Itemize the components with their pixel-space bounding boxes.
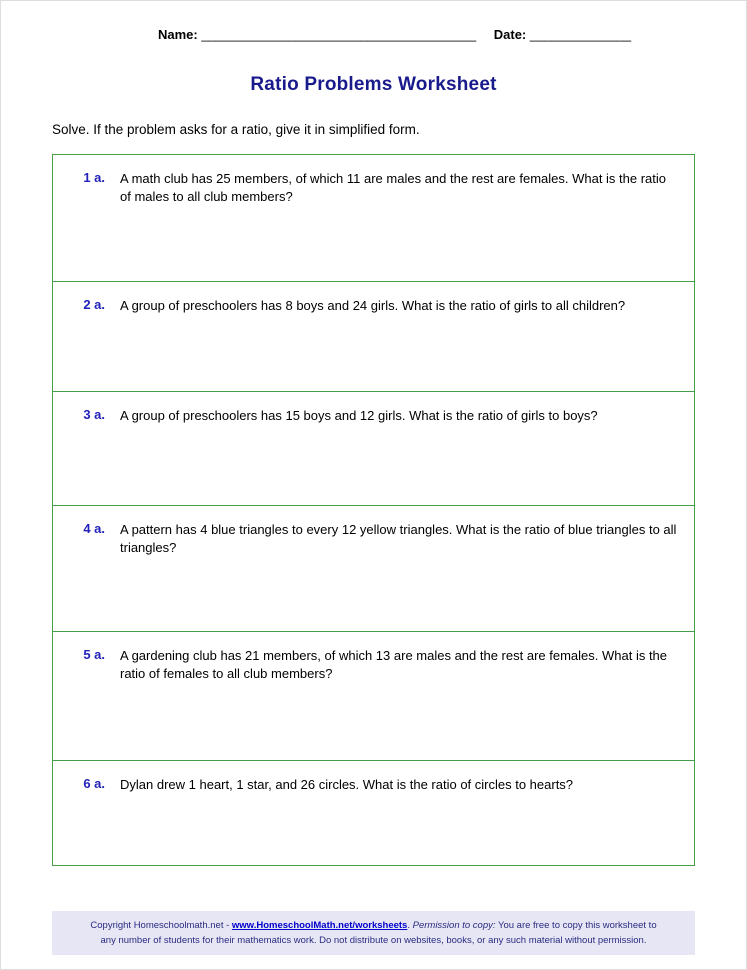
problem-text: A pattern has 4 blue triangles to every 12 yellow triangles. What is the ratio of blue triangles to all triangles? — [120, 522, 677, 556]
problem-text: A group of preschoolers has 15 boys and 12 girls. What is the ratio of girls to boys? — [120, 408, 598, 423]
copyright-after-link: . — [407, 920, 413, 931]
problem-text: A gardening club has 21 members, of which 13 are males and the rest are females. What is the ratio of females to all club members? — [120, 648, 668, 682]
page-title: Ratio Problems Worksheet — [250, 74, 497, 95]
name-blank-line: ______________________________________ — [201, 27, 477, 42]
permission-label: Permission to copy: — [412, 920, 496, 931]
problem-number: 6 a. — [83, 776, 105, 791]
date-label: Date: — [493, 27, 527, 42]
problem-text: Dylan drew 1 heart, 1 star, and 26 circles. What is the ratio of circles to hearts? — [120, 777, 574, 792]
problem-row — [53, 761, 694, 865]
permission-text: You are free to copy this worksheet to any number of students for their mathematics work. Do not distribute on websites, books, or any such material without permission. — [100, 920, 657, 947]
problem-row — [53, 155, 694, 282]
name-label: Name: — [158, 27, 198, 42]
problem-number: 2 a. — [83, 297, 105, 312]
problems-table — [52, 154, 695, 866]
problem-row — [53, 282, 694, 392]
copyright-text: Copyright Homeschoolmath.net - — [90, 920, 232, 931]
instruction-text: Solve. If the problem asks for a ratio, give it in simplified form. — [52, 122, 420, 137]
problem-row — [53, 632, 694, 761]
problem-number: 1 a. — [83, 170, 105, 185]
worksheets-link[interactable]: www.HomeschoolMath.net/worksheets — [231, 920, 408, 931]
problem-row — [53, 392, 694, 506]
problem-number: 4 a. — [83, 521, 105, 536]
problem-row — [53, 506, 694, 632]
problem-text: A math club has 25 members, of which 11 are males and the rest are females. What is the ratio of males to all club members? — [120, 171, 667, 205]
problem-text: A group of preschoolers has 8 boys and 24 girls. What is the ratio of girls to all children? — [120, 298, 626, 313]
problem-number: 5 a. — [83, 647, 105, 662]
date-blank-line: ______________ — [529, 27, 632, 42]
copyright-footer — [52, 911, 695, 955]
problem-number: 3 a. — [83, 407, 105, 422]
name-date-row — [0, 0, 747, 42]
